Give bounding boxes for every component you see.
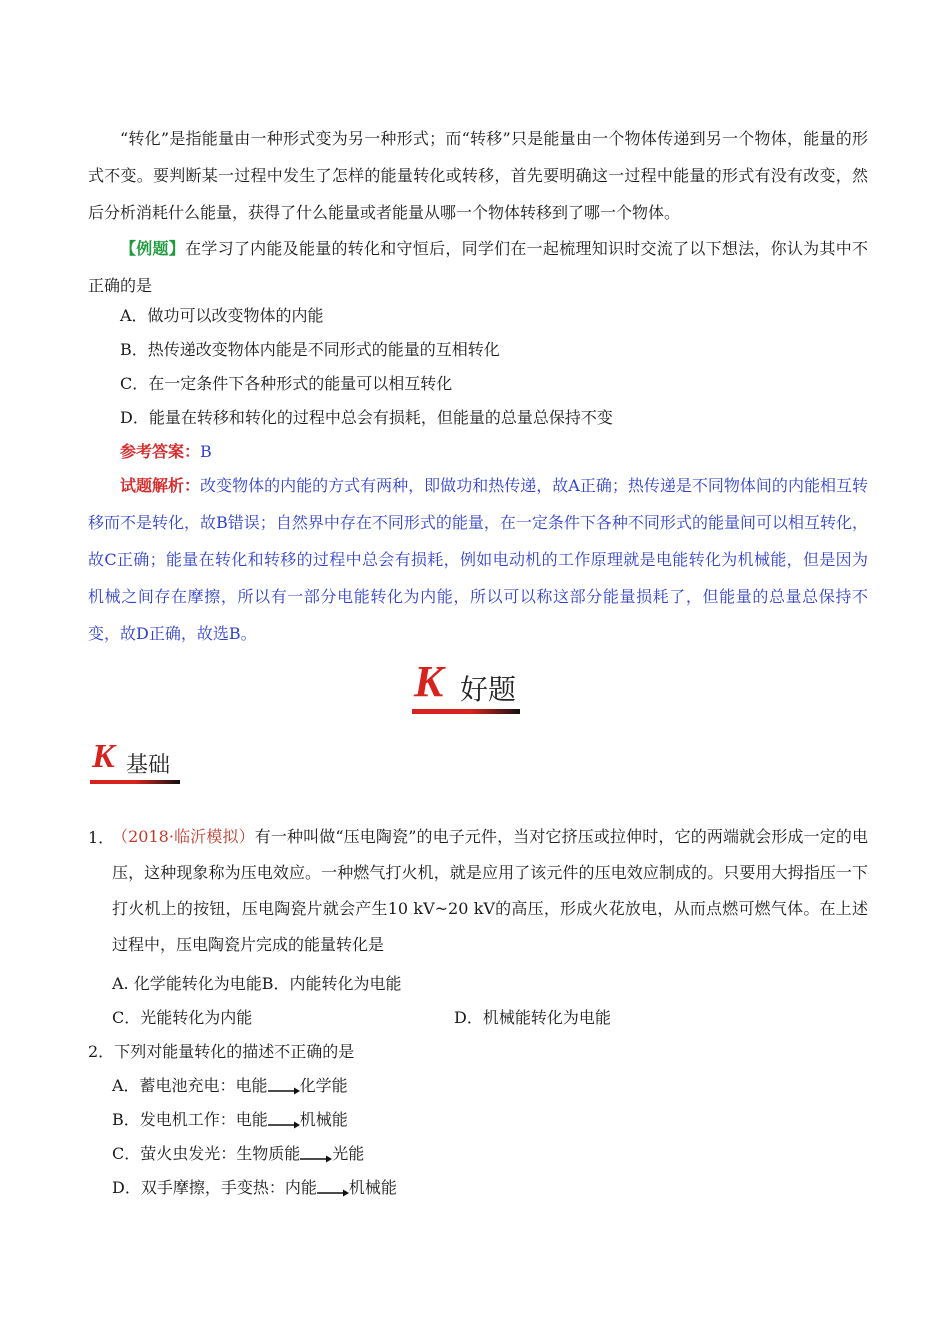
example-question [88,230,868,304]
example-tag: 【例题】 [120,239,186,258]
q1-source: （2018·临沂模拟） [112,827,255,846]
q2-option-d-target: 机械能 [348,1178,397,1197]
example-option-a: A．做功可以改变物体的内能 [120,306,324,325]
analysis-text: 改变物体的内能的方式有两种，即做功和热传递，故A正确；热传递是不同物体间的内能相互转移而不是转化，故B错误；自然界中存在不同形式的能量，在一定条件下各种不同形式的能量间可以相互转化，故C正确；能量在转化和转移的过程中总会有损耗，例如电动机的工作原理就是电能转化为机械能，但是因为机械之间存在摩擦，所以有一部分电能转化为内能，所以可以称这部分能量损耗了，但能量的总量总保持不变，故D正确，故选B。 [88,476,868,643]
q1-option-d: D．机械能转化为电能 [454,1008,611,1027]
arrow-right-icon [317,1179,349,1195]
q2-stem [88,1040,354,1064]
q2-text: 下列对能量转化的描述不正确的是 [114,1042,355,1061]
example-option-c: C．在一定条件下各种形式的能量可以相互转化 [120,374,453,393]
q2-option-b [112,1108,348,1132]
sub-banner-title: 基础 [126,753,171,778]
sub-banner-basics [90,738,180,784]
answer-label: 参考答案： [120,442,201,461]
q1-question [112,819,868,963]
q1-option-b: B．内能转化为电能 [261,974,402,993]
q2-option-a-target: 化学能 [299,1076,348,1095]
q2-option-d-label: D．双手摩擦，手变热：内能 [112,1178,317,1197]
answer-value: B [200,442,212,461]
q1-option-c: C．光能转化为内能 [112,1008,253,1027]
sub-banner-underline [90,780,180,784]
example-option-b: B．热传递改变物体内能是不同形式的能量的互相转化 [120,340,500,359]
analysis-paragraph [88,467,868,652]
q2-option-b-target: 机械能 [299,1110,348,1129]
q2-option-c [112,1142,364,1166]
banner-title: 好题 [460,673,517,706]
intro-paragraph: “转化”是指能量由一种形式变为另一种形式；而“转移”只是能量由一个物体传递到另一个物体，能量的形式不变。要判断某一过程中发生了怎样的能量转化或转移，首先要明确这一过程中能量的形式有没有改变，然后分析消耗什么能量，获得了什么能量或者能量从哪一个物体转移到了哪一个物体。 [88,129,868,222]
q2-option-a-label: A．蓄电池充电：电能 [112,1076,268,1095]
example-question-text: 在学习了内能及能量的转化和守恒后，同学们在一起梳理知识时交流了以下想法，你认为其中不正确的是 [88,239,868,295]
q2-option-d [112,1176,397,1200]
q2-number: 2． [88,1042,115,1061]
banner-underline [412,709,520,714]
q1-option-a: A. 化学能转化为电能 [112,974,262,993]
q1-options-row1 [112,972,402,996]
arrow-right-icon [268,1077,300,1093]
q1-number: 1． [88,828,115,847]
banner-letter: K [414,657,444,706]
section-banner-good-questions [412,657,520,714]
q2-option-c-label: C．萤火虫发光：生物质能 [112,1144,301,1163]
q2-option-a [112,1074,348,1098]
q2-option-c-target: 光能 [332,1144,365,1163]
answer-line [120,440,212,464]
analysis-label: 试题解析： [120,476,201,495]
q2-option-b-label: B．发电机工作：电能 [112,1110,268,1129]
example-option-d: D．能量在转移和转化的过程中总会有损耗，但能量的总量总保持不变 [120,408,613,427]
arrow-right-icon [268,1111,300,1127]
q1-text: 有一种叫做“压电陶瓷”的电子元件，当对它挤压或拉伸时，它的两端就会形成一定的电压，这种现象称为压电效应。一种燃气打火机，就是应用了该元件的压电效应制成的。只要用大拇指压一下打火机上的按钮，压电陶瓷片就会产生10 kV~20 kV的高压，形成火花放电，从而点燃可燃气体。在上述过程中，压电陶瓷片完成的能量转化是 [112,827,868,954]
sub-banner-letter: K [92,738,115,775]
arrow-right-icon [300,1145,332,1161]
